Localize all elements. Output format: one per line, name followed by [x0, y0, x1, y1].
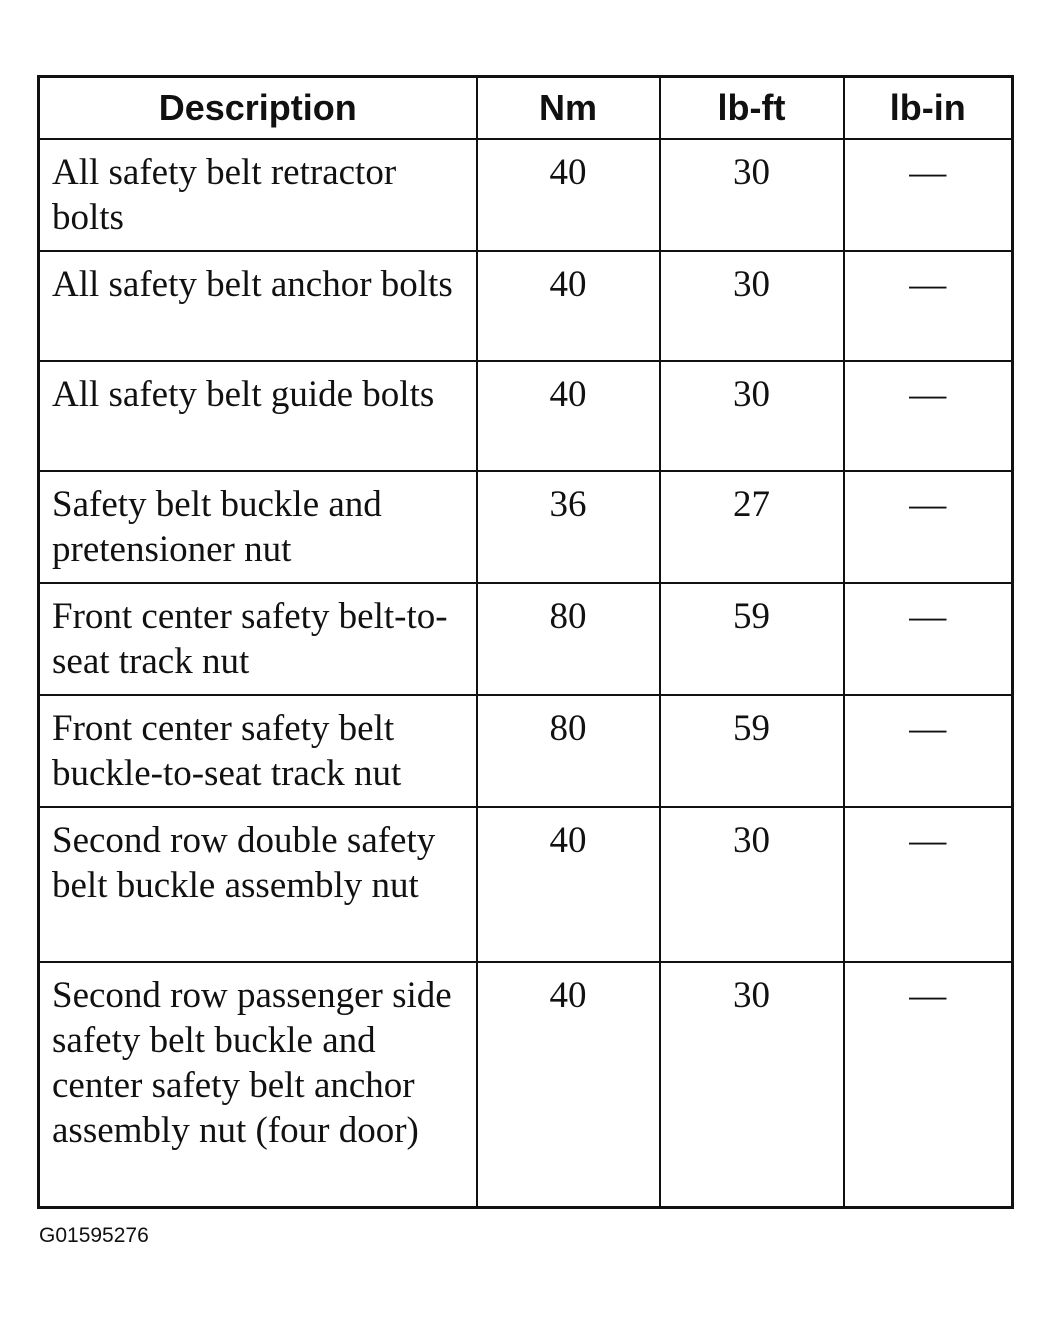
- cell-description: Second row passenger side safety belt buckle and center safety belt anchor assembly nut (four door): [39, 962, 477, 1208]
- cell-lb-ft: 30: [660, 139, 844, 251]
- cell-description: Front center safety belt-to-seat track nut: [39, 583, 477, 695]
- cell-lb-ft: 30: [660, 251, 844, 361]
- header-lb-in: lb-in: [844, 77, 1013, 140]
- cell-description: Second row double safety belt buckle assembly nut: [39, 807, 477, 962]
- table-row: [39, 695, 1013, 807]
- cell-lb-in: —: [844, 251, 1013, 361]
- cell-lb-in: —: [844, 361, 1013, 471]
- cell-nm: 40: [477, 962, 660, 1208]
- cell-lb-ft: 30: [660, 962, 844, 1208]
- cell-lb-in: —: [844, 807, 1013, 962]
- header-nm: Nm: [477, 77, 660, 140]
- cell-lb-in: —: [844, 471, 1013, 583]
- figure-code: G01595276: [39, 1224, 149, 1247]
- cell-nm: 40: [477, 361, 660, 471]
- cell-description: Safety belt buckle and pretensioner nut: [39, 471, 477, 583]
- table-row: [39, 361, 1013, 471]
- table-header: [39, 77, 1013, 140]
- cell-description: Front center safety belt buckle-to-seat track nut: [39, 695, 477, 807]
- header-description: Description: [39, 77, 477, 140]
- cell-nm: 40: [477, 807, 660, 962]
- cell-description: All safety belt guide bolts: [39, 361, 477, 471]
- table-row: [39, 583, 1013, 695]
- table-row: [39, 962, 1013, 1208]
- cell-lb-ft: 27: [660, 471, 844, 583]
- cell-nm: 40: [477, 139, 660, 251]
- cell-lb-in: —: [844, 695, 1013, 807]
- table-row: [39, 807, 1013, 962]
- cell-nm: 36: [477, 471, 660, 583]
- table-body: [39, 139, 1013, 1208]
- cell-lb-ft: 30: [660, 361, 844, 471]
- table-row: [39, 251, 1013, 361]
- header-row: [39, 77, 1013, 140]
- cell-lb-ft: 59: [660, 695, 844, 807]
- cell-lb-in: —: [844, 583, 1013, 695]
- cell-nm: 40: [477, 251, 660, 361]
- cell-description: All safety belt retractor bolts: [39, 139, 477, 251]
- cell-description: All safety belt anchor bolts: [39, 251, 477, 361]
- table-row: [39, 139, 1013, 251]
- torque-spec-table: [37, 75, 1014, 1209]
- table-row: [39, 471, 1013, 583]
- cell-nm: 80: [477, 583, 660, 695]
- cell-lb-ft: 30: [660, 807, 844, 962]
- cell-lb-in: —: [844, 962, 1013, 1208]
- cell-nm: 80: [477, 695, 660, 807]
- cell-lb-in: —: [844, 139, 1013, 251]
- header-lb-ft: lb-ft: [660, 77, 844, 140]
- cell-lb-ft: 59: [660, 583, 844, 695]
